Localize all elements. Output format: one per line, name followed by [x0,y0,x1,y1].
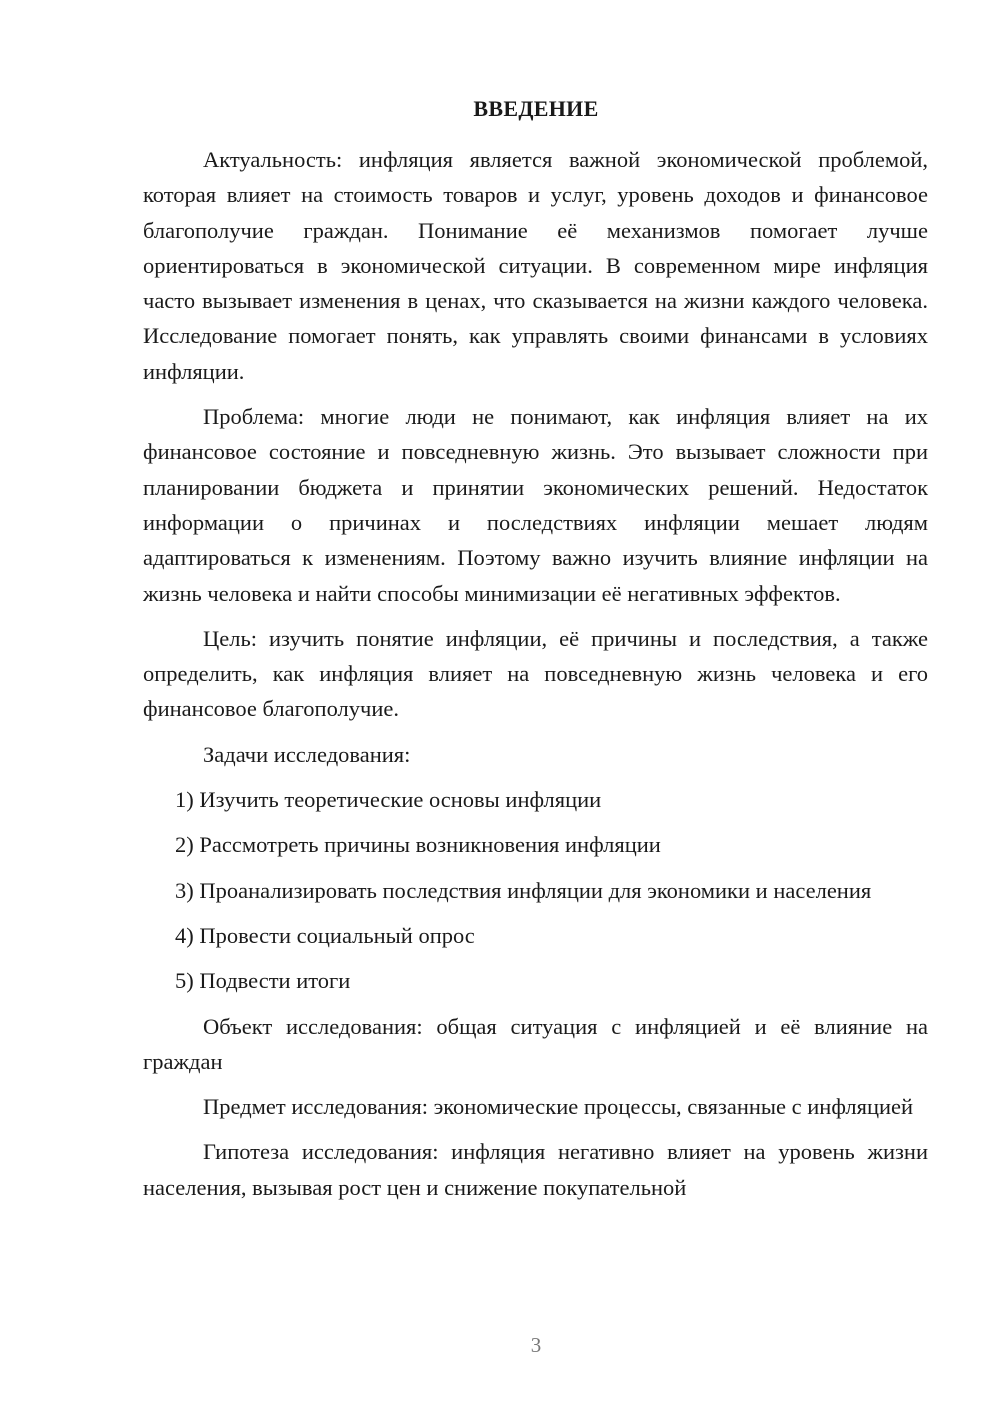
problem-paragraph: Проблема: многие люди не понимают, как инфляция влияет на их финансовое состояние и повседневную жизнь. Это вызывает сложности при планировании бюджета и принятии экономических решений. Недостаток информации о причинах и последствиях инфляции мешает людям адаптироваться к изменениям. Поэтому важно изучить влияние инфляции на жизнь человека и найти способы минимизации её негативных эффектов. [143,404,928,606]
task-item-5: 5) Подвести итоги [175,968,351,994]
hypothesis-paragraph: Гипотеза исследования: инфляция негативно влияет на уровень жизни населения, вызывая рост цен и снижение покупательной [143,1139,928,1200]
object-paragraph: Объект исследования: общая ситуация с инфляцией и её влияние на граждан [143,1013,928,1074]
subject-paragraph: Предмет исследования: экономические процессы, связанные с инфляцией [203,1094,914,1120]
task-item-2: 2) Рассмотреть причины возникновения инфляции [175,832,661,858]
tasks-title: Задачи исследования: [203,741,411,767]
page-number: 3 [530,1333,542,1357]
task-item-1: 1) Изучить теоретические основы инфляции [175,787,602,813]
task-item-3: 3) Проанализировать последствия инфляции для экономики и населения [175,877,872,903]
task-item-4: 4) Провести социальный опрос [175,922,475,948]
section-heading: ВВЕДЕНИЕ [473,96,599,121]
relevance-paragraph: Актуальность: инфляция является важной экономической проблемой, которая влияет на стоимость товаров и услуг, уровень доходов и финансовое благополучие граждан. Понимание её механизмов помогает лучше ориентироваться в экономической ситуации. В современном мире инфляция часто вызывает изменения в ценах, что сказывается на жизни каждого человека. Исследование помогает понять, как управлять своими финансами в условиях инфляции. [143,147,928,384]
body-text [143,142,928,1215]
goal-paragraph: Цель: изучить понятие инфляции, её причины и последствия, а также определить, как инфляция влияет на повседневную жизнь человека и его финансовое благополучие. [143,625,928,722]
